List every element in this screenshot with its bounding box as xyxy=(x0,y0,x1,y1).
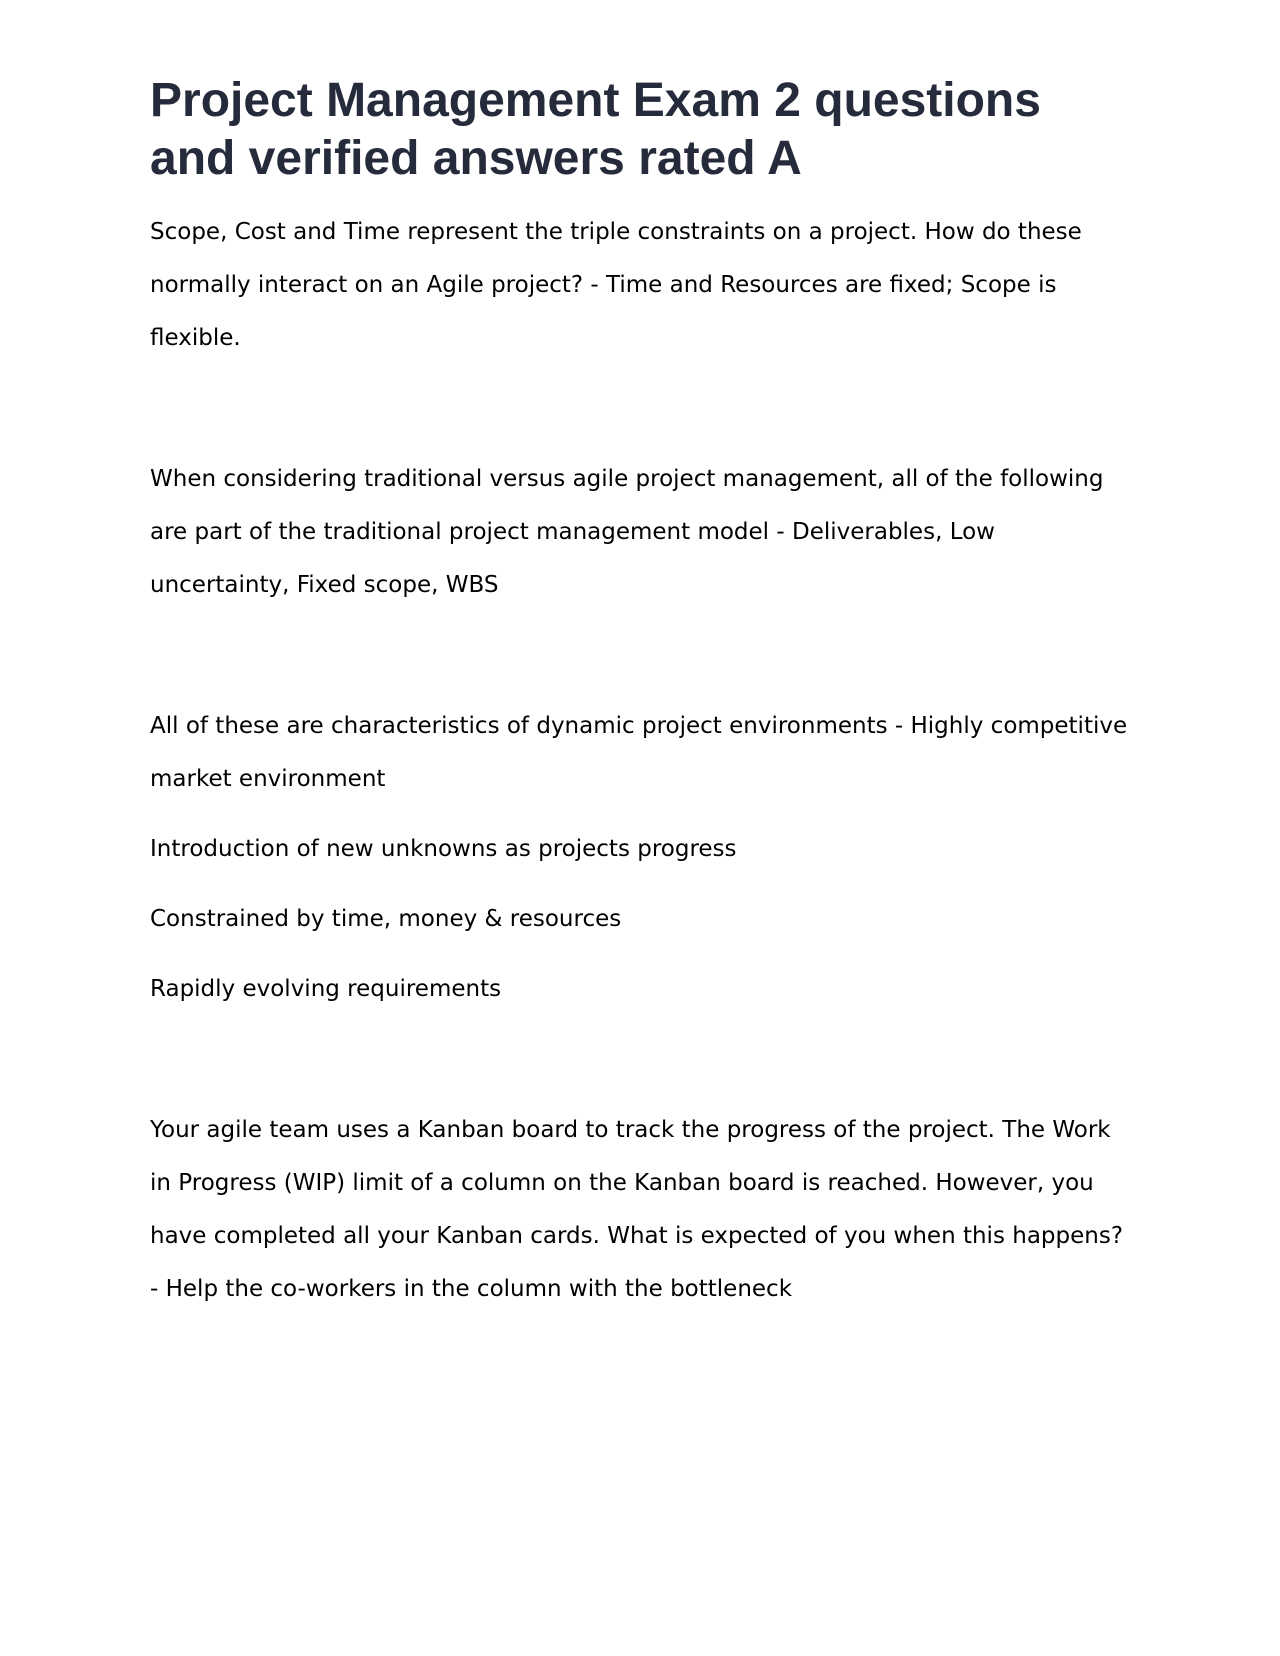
qa-entry-1: Scope, Cost and Time represent the triple constraints on a project. How do these normally interact on an Agile project? - Time and Resources are fixed; Scope is flexible. xyxy=(150,219,1082,351)
qa-entry-3-line-2: Constrained by time, money & resources xyxy=(150,906,622,932)
qa-entry-3-line-1: Introduction of new unknowns as projects progress xyxy=(150,836,737,862)
qa-entry-3: All of these are characteristics of dynamic project environments - Highly competitive market environment xyxy=(150,713,1128,792)
document-page xyxy=(150,72,1130,1316)
qa-entry-2: When considering traditional versus agile project management, all of the following are part of the traditional project management model - Deliverables, Low uncertainty, Fixed scope, WBS xyxy=(150,466,1104,598)
qa-entry-3-line-3: Rapidly evolving requirements xyxy=(150,976,502,1002)
document-title: Project Management Exam 2 questions and verified answers rated A xyxy=(150,74,1041,185)
qa-entry-4: Your agile team uses a Kanban board to track the progress of the project. The Work in Progress (WIP) limit of a column on the Kanban board is reached. However, you have completed all your Kanban cards. What is expected of you when this happens? - Help the co-workers in the column with the bottleneck xyxy=(150,1117,1124,1302)
